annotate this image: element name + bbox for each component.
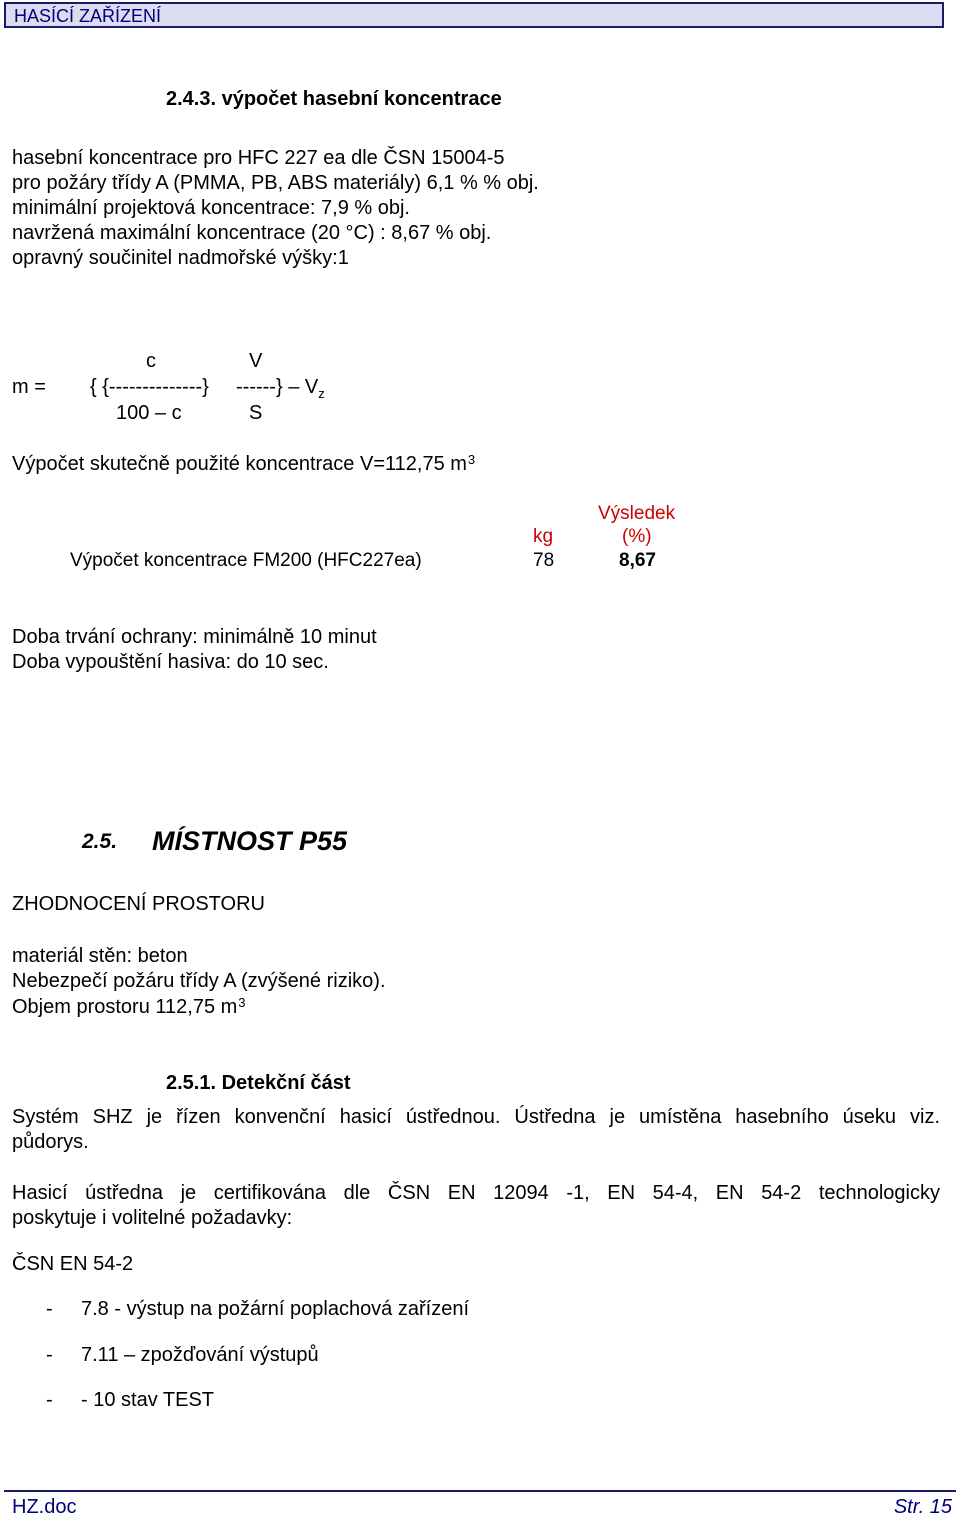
formula-braces: { {--------------} xyxy=(90,376,209,398)
formula-dashes-v: ------} – $V_z$ xyxy=(236,376,325,401)
formula-v-subscript: z xyxy=(318,386,325,401)
footer-divider xyxy=(4,1490,956,1492)
list-item: 7.11 – zpožďování výstupů xyxy=(81,1344,319,1366)
footer-filename: HZ.doc xyxy=(12,1496,77,1518)
text-line: hasební koncentrace pro HFC 227 ea dle ČSN 15004-5 xyxy=(12,147,505,169)
section-25-subheading: ZHODNOCENÍ PROSTORU xyxy=(12,893,265,915)
page-header xyxy=(4,2,944,28)
formula-numerator-c: c xyxy=(146,350,156,372)
discharge-time: Doba vypouštění hasiva: do 10 sec. xyxy=(12,651,329,673)
wall-material: materiál stěn: beton xyxy=(12,945,188,967)
standard-label: ČSN EN 54-2 xyxy=(12,1253,134,1275)
paragraph-line: půdorys. xyxy=(12,1131,89,1153)
concentration-row-label: Výpočet koncentrace FM200 (HFC227ea) xyxy=(70,550,422,571)
paragraph-line: Hasicí ústředna je certifikována dle ČSN EN 12094 -1, EN 54-4, EN 54-2 technologicky xyxy=(12,1182,940,1204)
formula-numerator-v: V xyxy=(249,350,263,372)
list-item: - 10 stav TEST xyxy=(81,1389,215,1411)
text-line: minimální projektová koncentrace: 7,9 % obj. xyxy=(12,197,410,219)
paragraph-line: Systém SHZ je řízen konvenční hasicí ústřednou. Ústředna je umístěna hasebního úseku viz. xyxy=(12,1106,940,1128)
list-item-dash: - xyxy=(46,1389,53,1411)
text-line: opravný součinitel nadmořské výšky:1 xyxy=(12,247,349,269)
kg-header-label: kg xyxy=(533,526,554,547)
header-title: HASÍCÍ ZAŘÍZENÍ xyxy=(14,6,162,26)
volume-calculation: Výpočet skutečně použité koncentrace V=112,75 $m^3$ xyxy=(12,452,476,475)
concentration-kg-value: 78 xyxy=(533,550,555,571)
formula-denominator: 100 – c xyxy=(116,402,182,424)
section-25-title: MÍSTNOST P55 xyxy=(152,826,348,856)
footer-page-number: Str. 15 xyxy=(893,1496,952,1518)
list-item: 7.8 - výstup na požární poplachová zařízení xyxy=(81,1298,470,1320)
room-volume: Objem prostoru 112,75 $m^3$ xyxy=(12,995,246,1018)
concentration-result-value: 8,67 xyxy=(619,550,656,571)
section-25-number: 2.5. xyxy=(82,830,118,853)
text-line: navržená maximální koncentrace (20 °C) : 8,67 % obj. xyxy=(12,222,492,244)
list-item-dash: - xyxy=(46,1344,53,1366)
superscript-3: 3 xyxy=(238,995,246,1010)
section-243-heading: 2.4.3. výpočet hasební koncentrace xyxy=(166,88,502,110)
paragraph-line: poskytuje i volitelné požadavky: xyxy=(12,1207,293,1229)
superscript-3: 3 xyxy=(467,452,476,467)
formula-denominator-s: S xyxy=(249,402,263,424)
section-251-heading: 2.5.1. Detekční část xyxy=(166,1072,351,1094)
result-header-label: Výsledek xyxy=(598,503,676,524)
protection-duration: Doba trvání ochrany: minimálně 10 minut xyxy=(12,626,377,648)
list-item-dash: - xyxy=(46,1298,53,1320)
percent-header-label: (%) xyxy=(622,526,652,547)
text-line: pro požáry třídy A (PMMA, PB, ABS materiály) 6,1 % % obj. xyxy=(12,172,539,194)
formula-m-equals: m = xyxy=(12,376,46,398)
fire-risk: Nebezpečí požáru třídy A (zvýšené riziko). xyxy=(12,970,386,992)
